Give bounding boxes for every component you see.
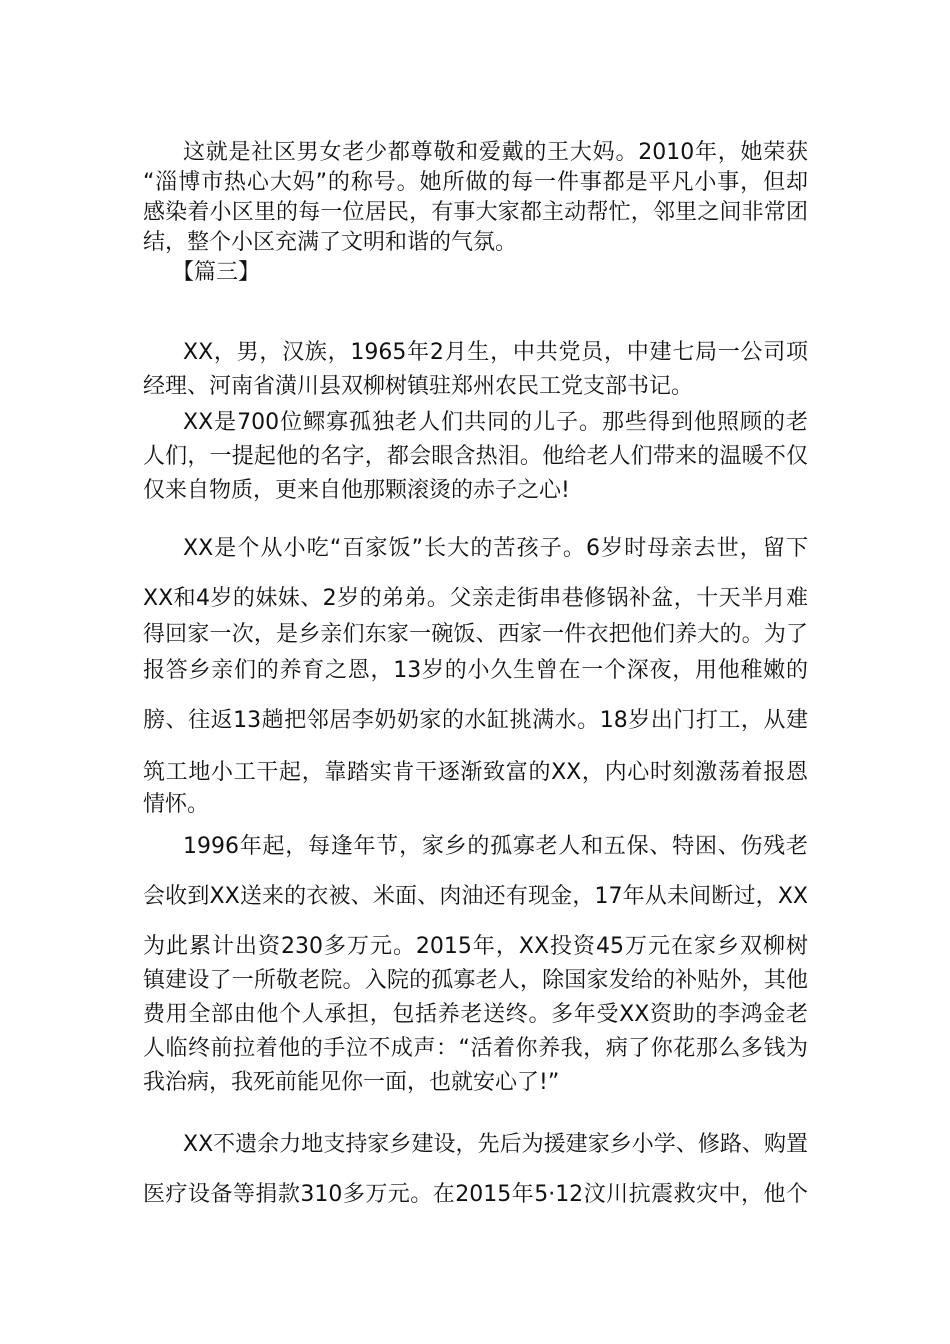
paragraph-line: 人们，一提起他的名字，都会眼含热泪。他给老人们带来的温暖不仅 <box>143 444 808 469</box>
paragraph-line: 经理、河南省潢川县双柳树镇驻郑州农民工党支部书记。 <box>143 374 694 399</box>
paragraph-line: 费用全部由他个人承担，包括养老送终。多年受XX资助的李鸿金老 <box>143 1002 808 1027</box>
paragraph-line: 会收到XX送来的衣被、米面、肉油还有现金，17年从未间断过，XX <box>143 884 808 909</box>
paragraph-line: XX和4岁的妹妹、2岁的弟弟。父亲走街串巷修锅补盆，十天半月难 <box>143 586 808 611</box>
paragraph-line: 得回家一次，是乡亲们东家一碗饭、西家一件衣把他们养大的。为了 <box>143 622 808 647</box>
section-heading: 【篇三】 <box>172 260 261 285</box>
paragraph-line: 筑工地小工干起，靠踏实肯干逐渐致富的XX，内心时刻激荡着报恩 <box>143 760 808 785</box>
paragraph-line: 这就是社区男女老少都尊敬和爱戴的王大妈。2010年，她荣获 <box>183 140 808 165</box>
paragraph-line: 结，整个小区充满了文明和谐的气氛。 <box>143 230 518 255</box>
paragraph-line: 1996年起，每逢年节，家乡的孤寡老人和五保、特困、伤残老 <box>183 834 808 859</box>
paragraph-line: 情怀。 <box>143 792 210 817</box>
paragraph-line: XX，男，汉族，1965年2月生，中共党员，中建七局一公司项 <box>183 340 808 365</box>
paragraph-line: 医疗设备等捐款310多万元。在2015年5·12汶川抗震救灾中，他个 <box>143 1182 808 1207</box>
paragraph-line: 人临终前拉着他的手泣不成声：“活着你养我，病了你花那么多钱为 <box>143 1036 808 1061</box>
paragraph-line: XX是个从小吃“百家饭”长大的苦孩子。6岁时母亲去世，留下 <box>183 536 808 561</box>
paragraph-line: 我治病，我死前能见你一面，也就安心了!” <box>143 1070 560 1095</box>
paragraph-line: 镇建设了一所敬老院。入院的孤寡老人，除国家发给的补贴外，其他 <box>143 968 808 993</box>
paragraph-line: 感染着小区里的每一位居民，有事大家都主动帮忙，邻里之间非常团 <box>143 200 808 225</box>
paragraph-line: 为此累计出资230多万元。2015年，XX投资45万元在家乡双柳树 <box>143 934 808 959</box>
paragraph-line: 膀、往返13趟把邻居李奶奶家的水缸挑满水。18岁出门打工，从建 <box>143 708 808 733</box>
paragraph-line: XX是700位鳏寡孤独老人们共同的儿子。那些得到他照顾的老 <box>183 410 808 435</box>
paragraph-line: 报答乡亲们的养育之恩，13岁的小久生曾在一个深夜，用他稚嫩的 <box>143 658 808 683</box>
paragraph-line: “淄博市热心大妈”的称号。她所做的每一件事都是平凡小事，但却 <box>143 170 808 195</box>
paragraph-line: 仅来自物质，更来自他那颗滚烫的赤子之心! <box>143 478 570 503</box>
paragraph-line: XX不遗余力地支持家乡建设，先后为援建家乡小学、修路、购置 <box>183 1132 808 1157</box>
